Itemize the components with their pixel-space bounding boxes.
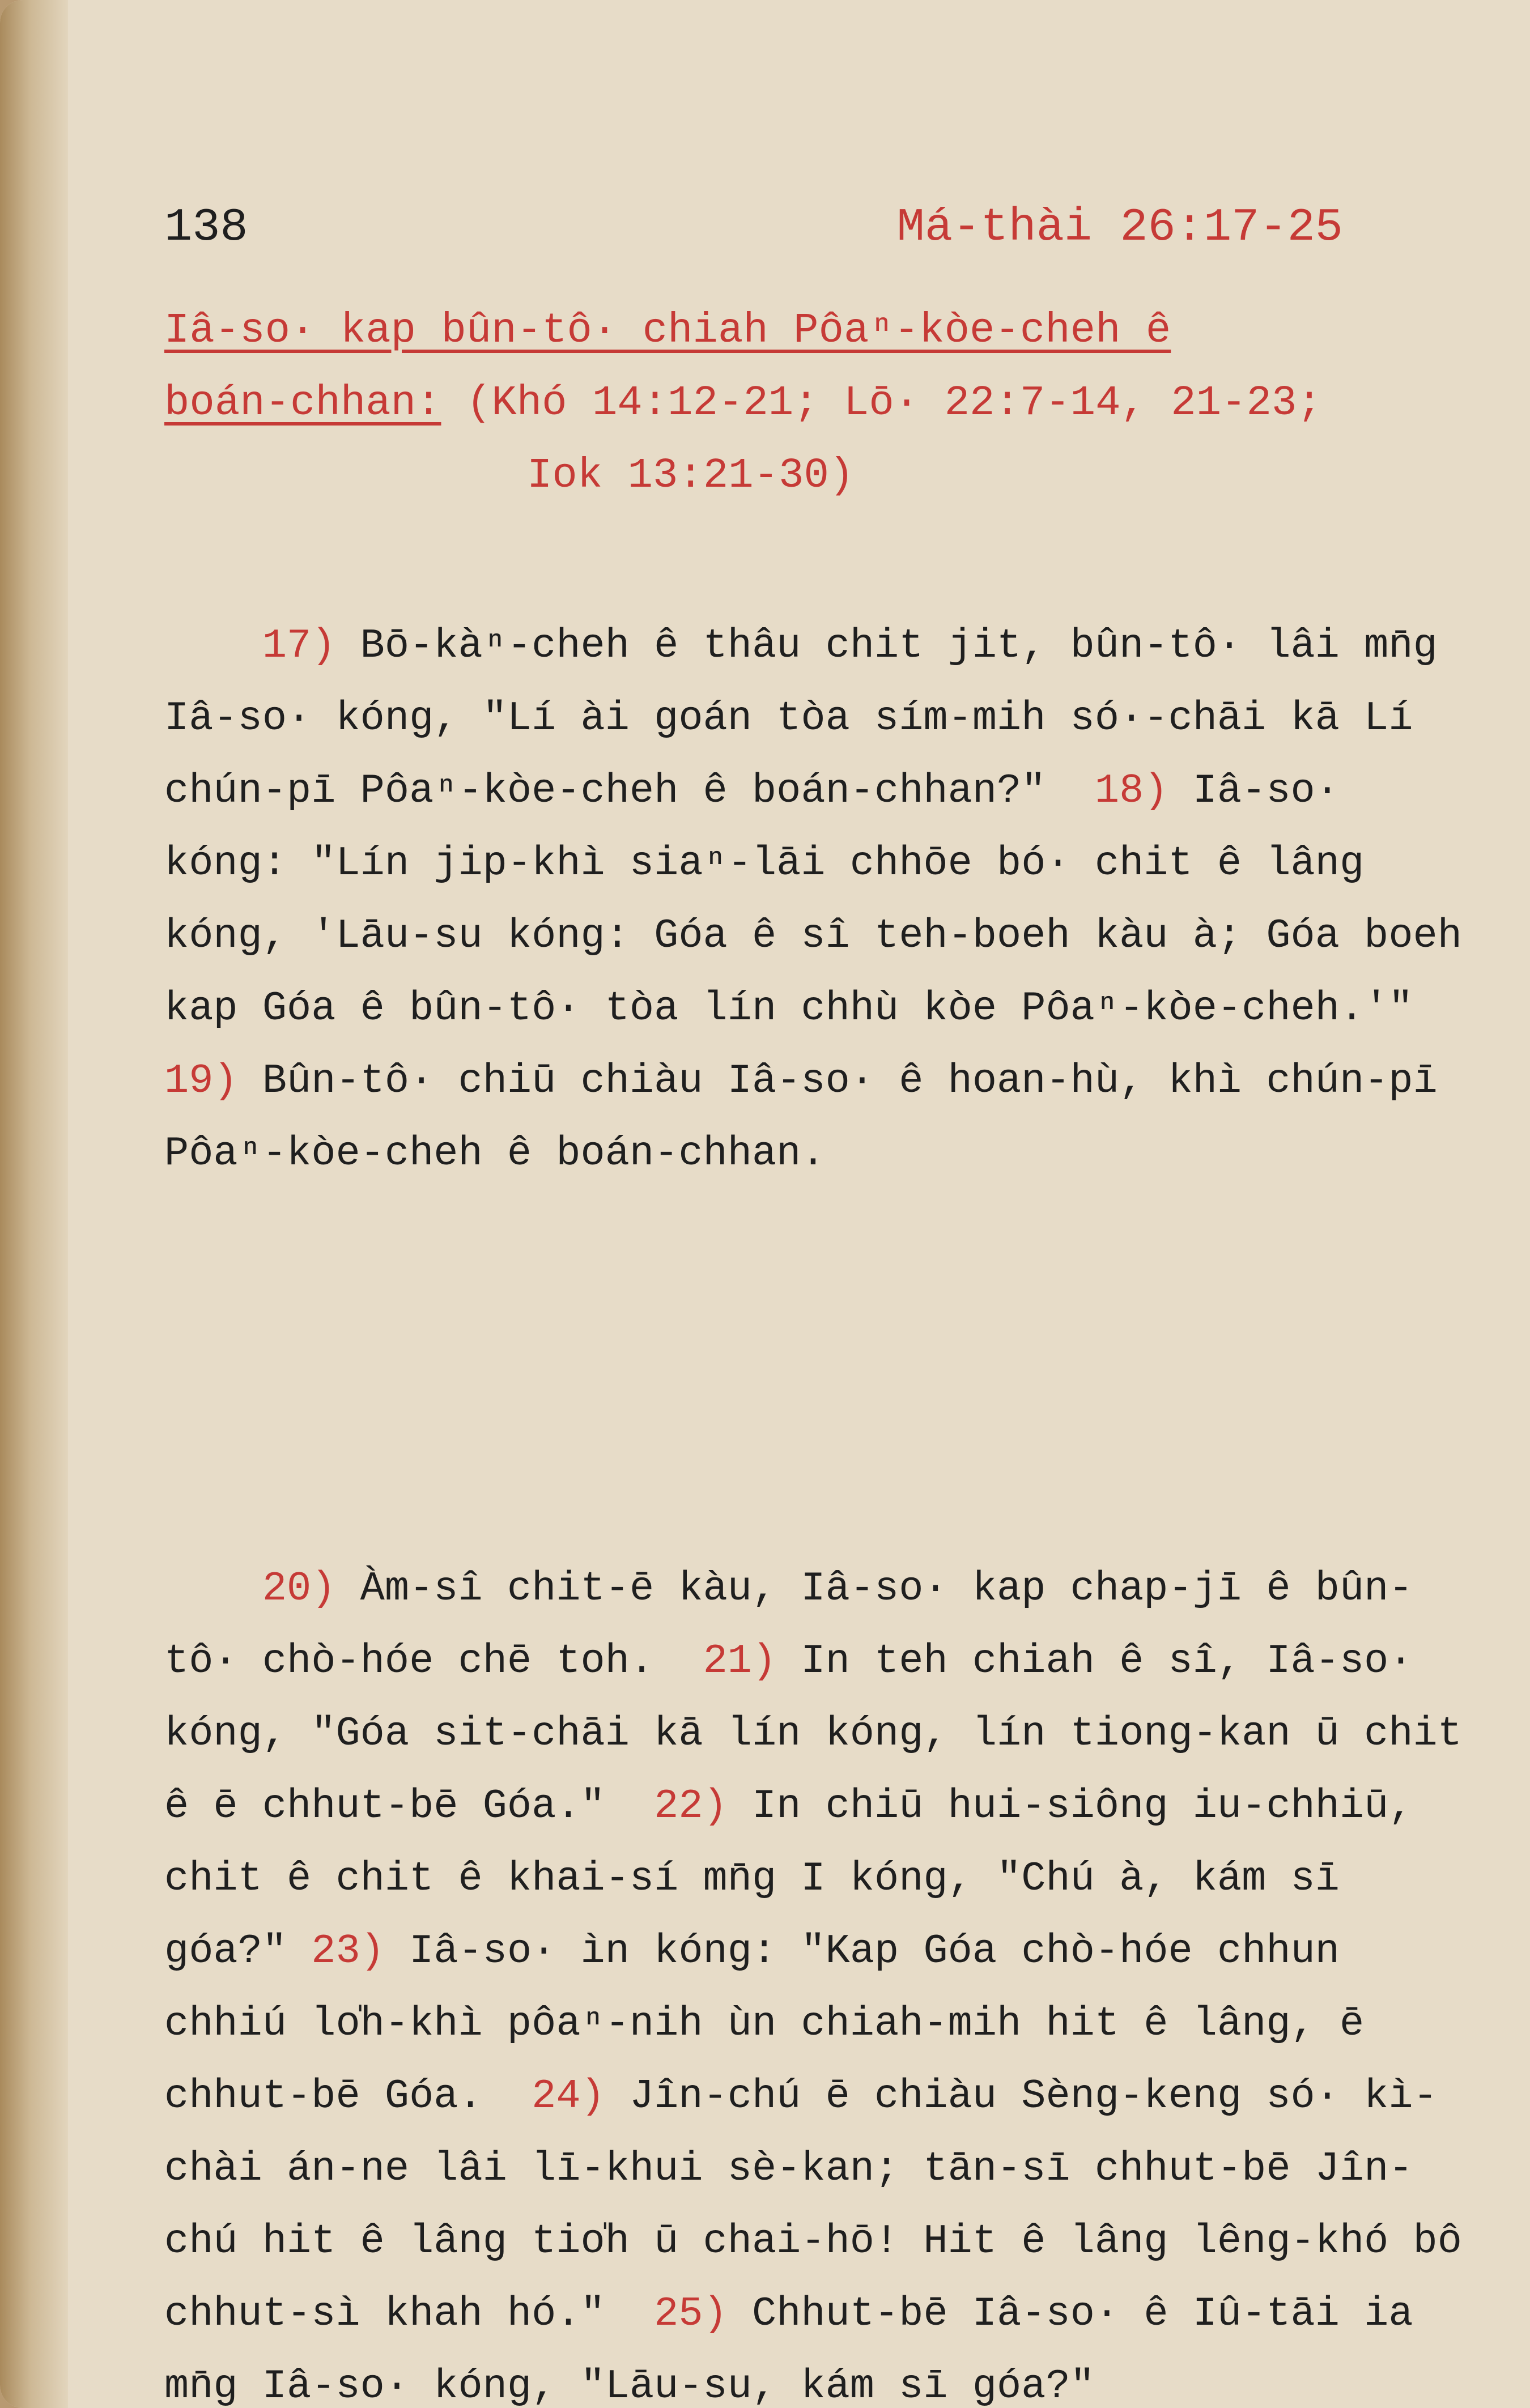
parallel-reference-line1: (Khó 14:12-21; Lō· 22:7-14, 21-23; — [466, 380, 1322, 427]
verse-number: 17) — [262, 623, 336, 669]
verse-number: 21) — [703, 1638, 777, 1684]
verse-text: Iâ-so· ìn kóng: "Kap Góa chò-hóe chhun chhiú lo̍h-khì pôaⁿ-nih ùn chiah-mih hit ê lâng, ē chhut-bē Góa. — [164, 1928, 1389, 2120]
verse-text: Iâ-so· kóng: "Lín jip-khì siaⁿ-lāi chhōe bó· chit ê lâng kóng, 'Lāu-su kóng: Góa ê sî teh-boeh kàu à; Góa boeh kap Góa ê bûn-tô· tòa lín chhù kòe Pôaⁿ-kòe-cheh.'" — [164, 768, 1487, 1032]
paragraph-2 — [164, 1552, 1487, 2408]
page-edge-shadow — [0, 0, 68, 2408]
verse-text: Chhut-bē Iâ-so· ê Iû-tāi ia mn̄g Iâ-so· kóng, "Lāu-su, kám sī góa?" — [164, 2291, 1438, 2408]
verse-text: Jîn-chú ē chiàu Sèng-keng só· kì-chài án-ne lâi lī-khui sè-kan; tān-sī chhut-bē Jîn-chú hit ê lâng tio̍h ū chai-hō! Hit ê lâng lêng-khó bô chhut-sì khah hó." — [164, 2073, 1487, 2337]
verse-number: 23) — [311, 1928, 385, 1975]
verse-number: 22) — [654, 1783, 728, 1830]
verse-text: Àm-sî chit-ē kàu, Iâ-so· kap chap-jī ê bûn-tô· chò-hóe chē toh. — [164, 1565, 1413, 1684]
verse-text: In chiū hui-siông iu-chhiū, chit ê chit ê khai-sí mn̄g I kóng, "Chú à, kám sī góa?" — [164, 1783, 1438, 1975]
page-number: 138 — [164, 201, 248, 254]
verse-number: 19) — [164, 1058, 238, 1104]
verse-text: Bûn-tô· chiū chiàu Iâ-so· ê hoan-hù, khì chún-pī Pôaⁿ-kòe-cheh ê boán-chhan. — [164, 1058, 1462, 1177]
paragraph-1 — [164, 610, 1487, 1190]
verse-number: 24) — [532, 2073, 605, 2120]
chapter-reference: Má-thài 26:17-25 — [896, 201, 1343, 254]
verse-text: Bō-kàⁿ-cheh ê thâu chit jit, bûn-tô· lâi mn̄g Iâ-so· kóng, "Lí ài goán tòa sím-mih só·-chāi kā Lí chún-pī Pôaⁿ-kòe-cheh ê boán-chhan?" — [164, 623, 1462, 814]
section-title-line2: boán-chhan: — [164, 380, 441, 427]
verse-number: 20) — [262, 1565, 336, 1612]
verse-number: 18) — [1094, 768, 1168, 814]
verse-number: 25) — [654, 2291, 728, 2337]
verse-text: In teh chiah ê sî, Iâ-so· kóng, "Góa sit-chāi kā lín kóng, lín tiong-kan ū chit ê ē chhut-bē Góa." — [164, 1638, 1487, 1830]
section-title-line1: Iâ-so· kap bûn-tô· chiah Pôaⁿ-kòe-cheh ê — [164, 307, 1171, 355]
parallel-reference-line2: Iok 13:21-30) — [527, 452, 855, 500]
paragraph-break — [164, 1335, 1473, 1407]
scripture-text — [164, 465, 1487, 2408]
page-header — [164, 201, 1343, 263]
